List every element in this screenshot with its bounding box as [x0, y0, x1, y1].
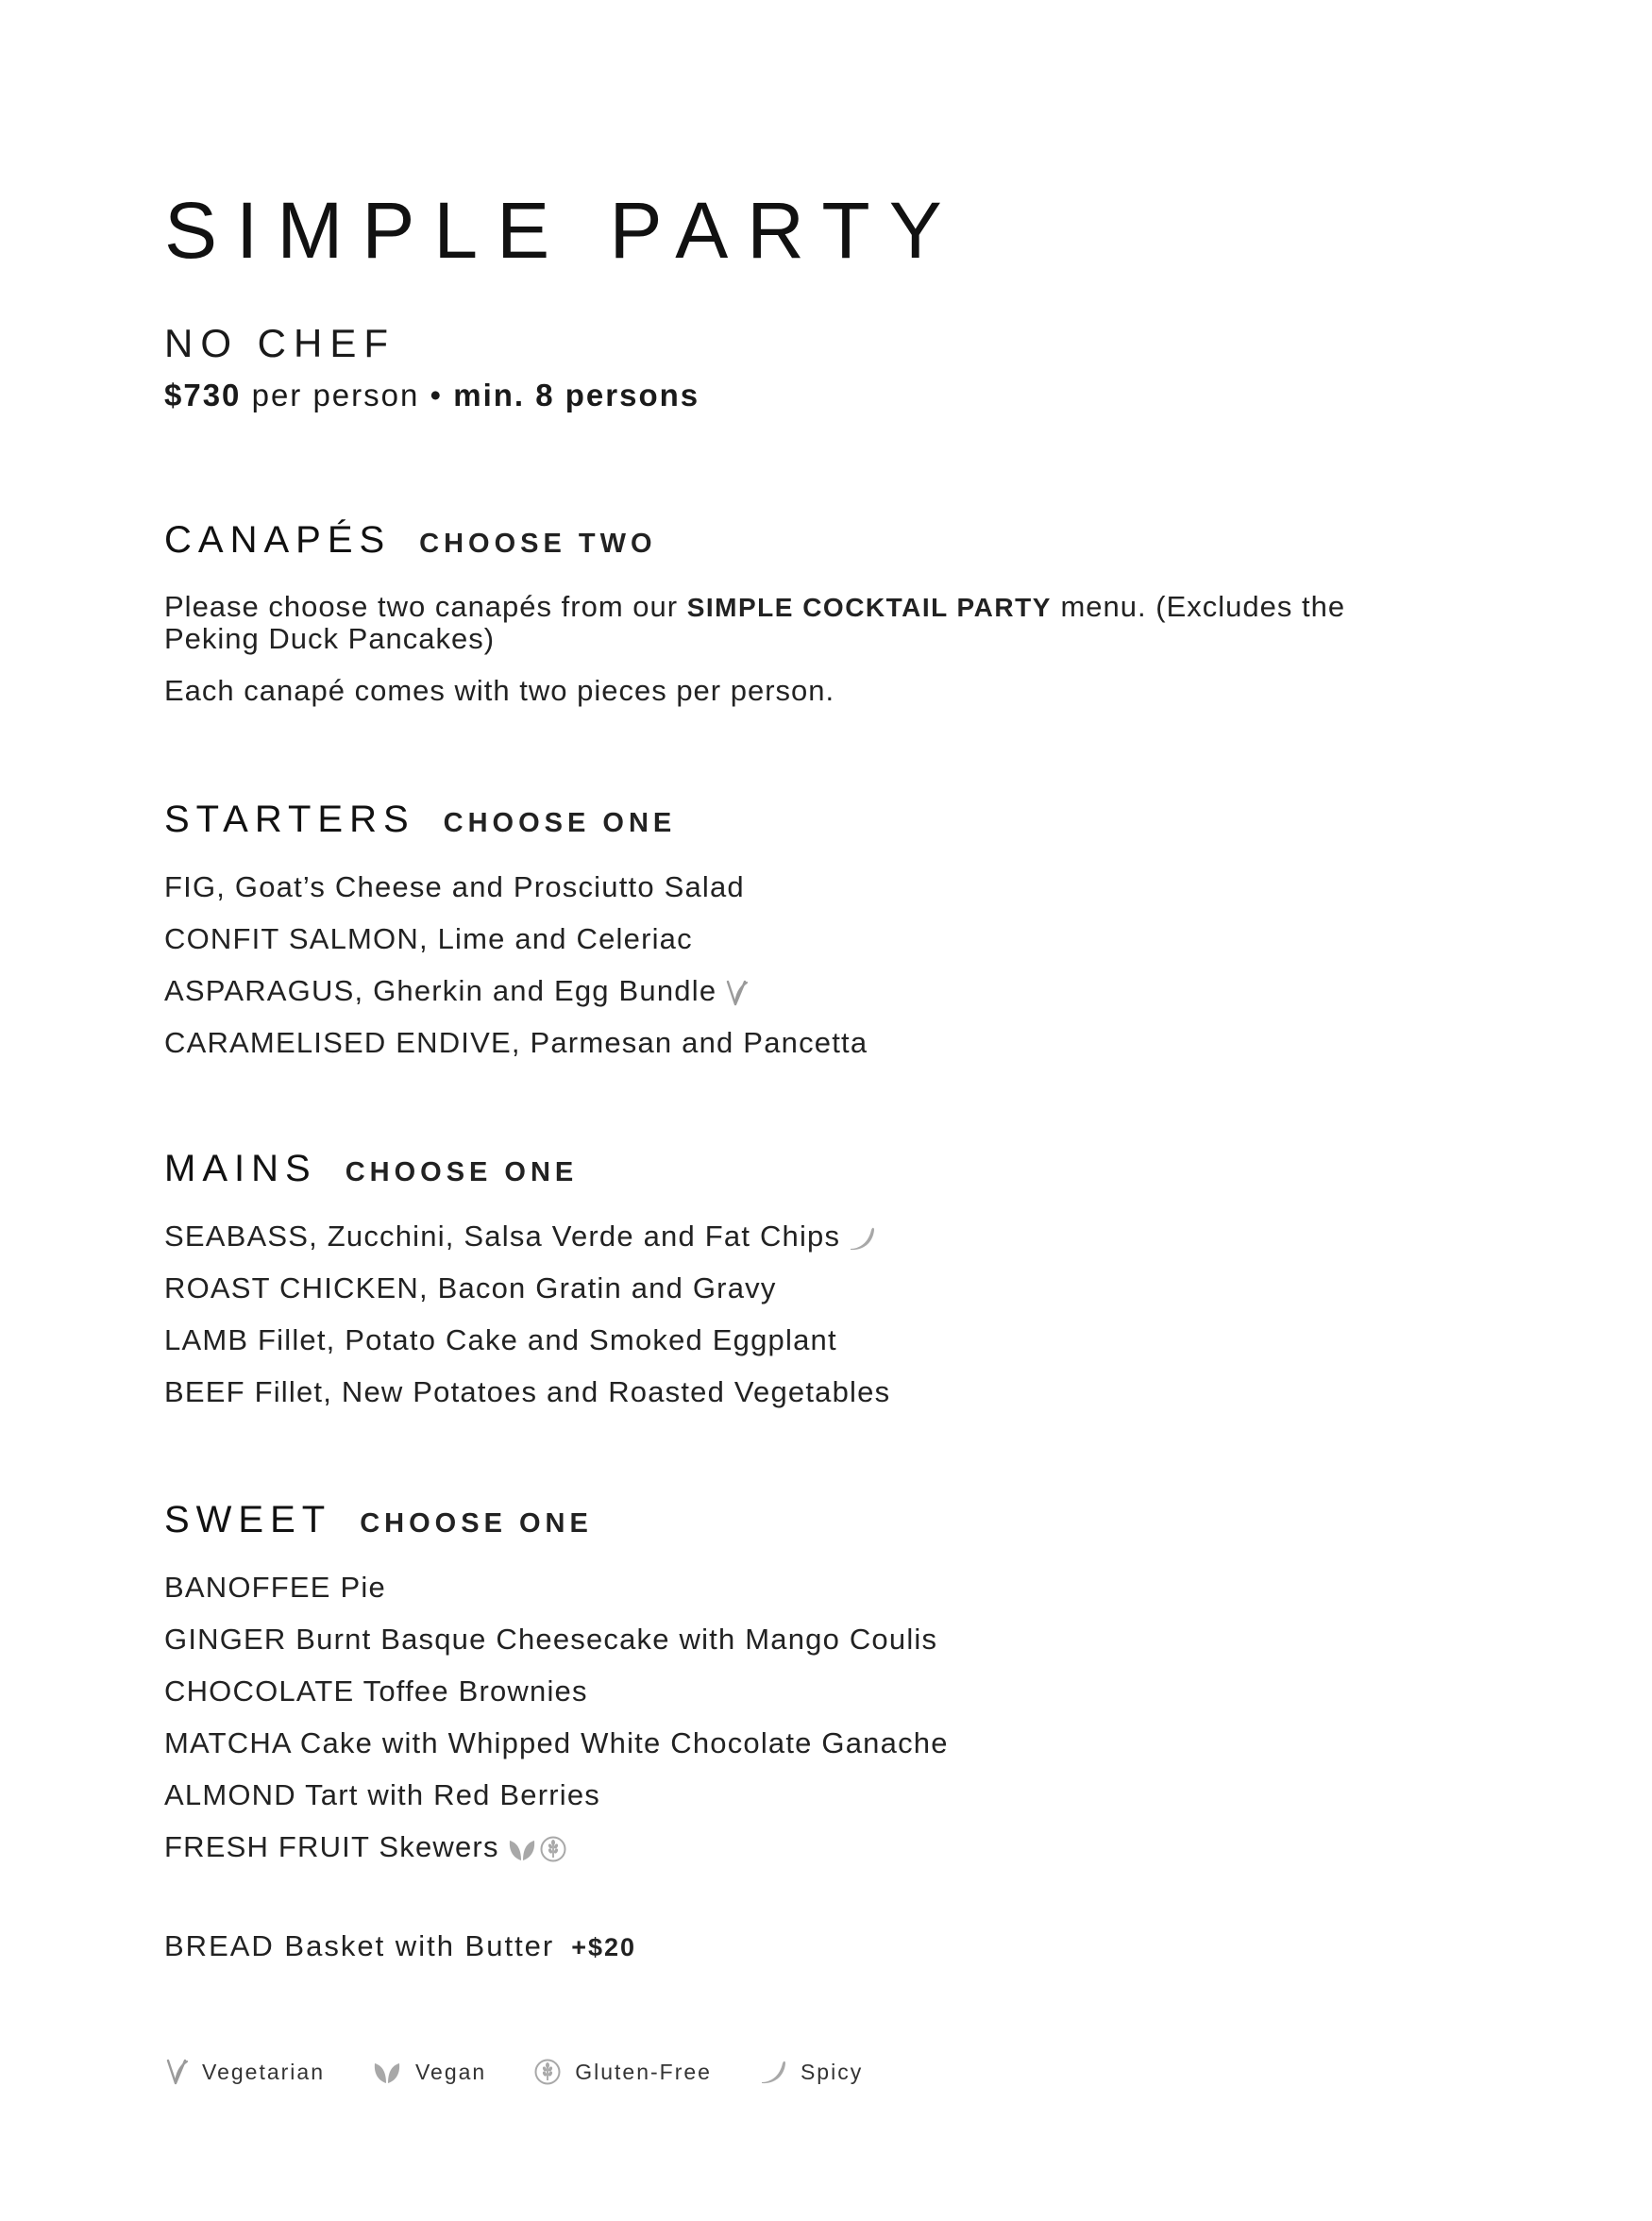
canapes-desc-text: Please choose two canapés from our [164, 590, 687, 623]
legend-label: Spicy [800, 2059, 864, 2084]
item-text: MATCHA Cake with Whipped White Chocolate Ganache [164, 1726, 949, 1759]
bread-price: +$20 [571, 1933, 637, 1961]
mains-list [164, 1210, 1486, 1418]
list-item [164, 1769, 1486, 1821]
item-text: BEEF Fillet, New Potatoes and Roasted Vegetables [164, 1375, 891, 1408]
legend-vegetarian [164, 2058, 325, 2086]
gluten-free-icon [539, 1835, 567, 1863]
mains-section [164, 1140, 1486, 1418]
minimum-persons: min. 8 persons [453, 378, 700, 412]
price-unit: per person • [241, 378, 454, 412]
item-text: FIG, Goat’s Cheese and Prosciutto Salad [164, 870, 745, 903]
vegan-icon [372, 2058, 402, 2086]
list-item [164, 913, 1486, 965]
list-item [164, 1665, 1486, 1717]
price-line [164, 378, 700, 413]
list-item [164, 1262, 1486, 1314]
legend-spicy [759, 2058, 863, 2086]
canapes-pieces-note: Each canapé comes with two pieces per person. [164, 674, 835, 707]
sweet-note: CHOOSE ONE [360, 1508, 593, 1539]
bread-addon [164, 1929, 636, 1963]
legend-gluten-free [533, 2058, 712, 2086]
price-amount: $730 [164, 378, 242, 412]
spicy-icon [848, 1224, 876, 1253]
list-item [164, 1613, 1486, 1665]
item-text: ASPARAGUS, Gherkin and Egg Bundle [164, 974, 717, 1007]
starters-note: CHOOSE ONE [443, 808, 677, 838]
item-text: CARAMELISED ENDIVE, Parmesan and Pancetta [164, 1026, 868, 1059]
list-item [164, 1210, 1486, 1262]
starters-title: STARTERS [164, 799, 415, 840]
item-text: SEABASS, Zucchini, Salsa Verde and Fat Chips [164, 1220, 841, 1253]
bread-text: BREAD Basket with Butter [164, 1929, 555, 1962]
dietary-legend [164, 2058, 910, 2086]
list-item [164, 1017, 1486, 1068]
legend-label: Vegan [414, 2059, 487, 2084]
sweet-heading [164, 1491, 1486, 1548]
mains-title: MAINS [164, 1148, 317, 1189]
starters-heading [164, 791, 1486, 848]
canapes-desc-text-end: menu. (Excludes the Peking Duck Pancakes) [164, 590, 1346, 655]
starters-list [164, 861, 1486, 1068]
item-text: ALMOND Tart with Red Berries [164, 1778, 600, 1811]
sweet-section [164, 1491, 1486, 1873]
gluten-free-icon [533, 2058, 562, 2086]
vegan-icon [507, 1835, 537, 1863]
item-text: FRESH FRUIT Skewers [164, 1830, 499, 1863]
canapes-title: CANAPÉS [164, 519, 392, 561]
list-item [164, 1314, 1486, 1366]
cocktail-menu-name: SIMPLE COCKTAIL PARTY [686, 593, 1052, 622]
vegetarian-icon [724, 979, 749, 1007]
item-text: CHOCOLATE Toffee Brownies [164, 1674, 588, 1708]
list-item [164, 965, 1486, 1017]
list-item [164, 1561, 1486, 1613]
starters-section [164, 791, 1486, 1068]
legend-label: Vegetarian [202, 2059, 325, 2084]
canapes-section [164, 512, 1486, 706]
canapes-description [164, 591, 1363, 654]
canapes-heading [164, 512, 1486, 568]
list-item [164, 1366, 1486, 1418]
page-title: SIMPLE PARTY [164, 186, 961, 275]
item-text: CONFIT SALMON, Lime and Celeriac [164, 922, 693, 955]
item-text: ROAST CHICKEN, Bacon Gratin and Gravy [164, 1271, 777, 1304]
list-item [164, 1821, 1486, 1873]
mains-note: CHOOSE ONE [345, 1157, 579, 1187]
vegetarian-icon [164, 2058, 189, 2086]
page-subtitle: NO CHEF [164, 321, 396, 365]
canapes-note: CHOOSE TWO [419, 529, 657, 559]
item-text: GINGER Burnt Basque Cheesecake with Mango Coulis [164, 1623, 938, 1656]
mains-heading [164, 1140, 1486, 1197]
item-text: LAMB Fillet, Potato Cake and Smoked Eggplant [164, 1323, 837, 1356]
item-text: BANOFFEE Pie [164, 1571, 386, 1604]
legend-vegan [372, 2058, 486, 2086]
sweet-list [164, 1561, 1486, 1873]
legend-label: Gluten-Free [575, 2059, 712, 2084]
list-item [164, 1717, 1486, 1769]
spicy-icon [759, 2058, 787, 2086]
sweet-title: SWEET [164, 1499, 332, 1540]
list-item [164, 861, 1486, 913]
